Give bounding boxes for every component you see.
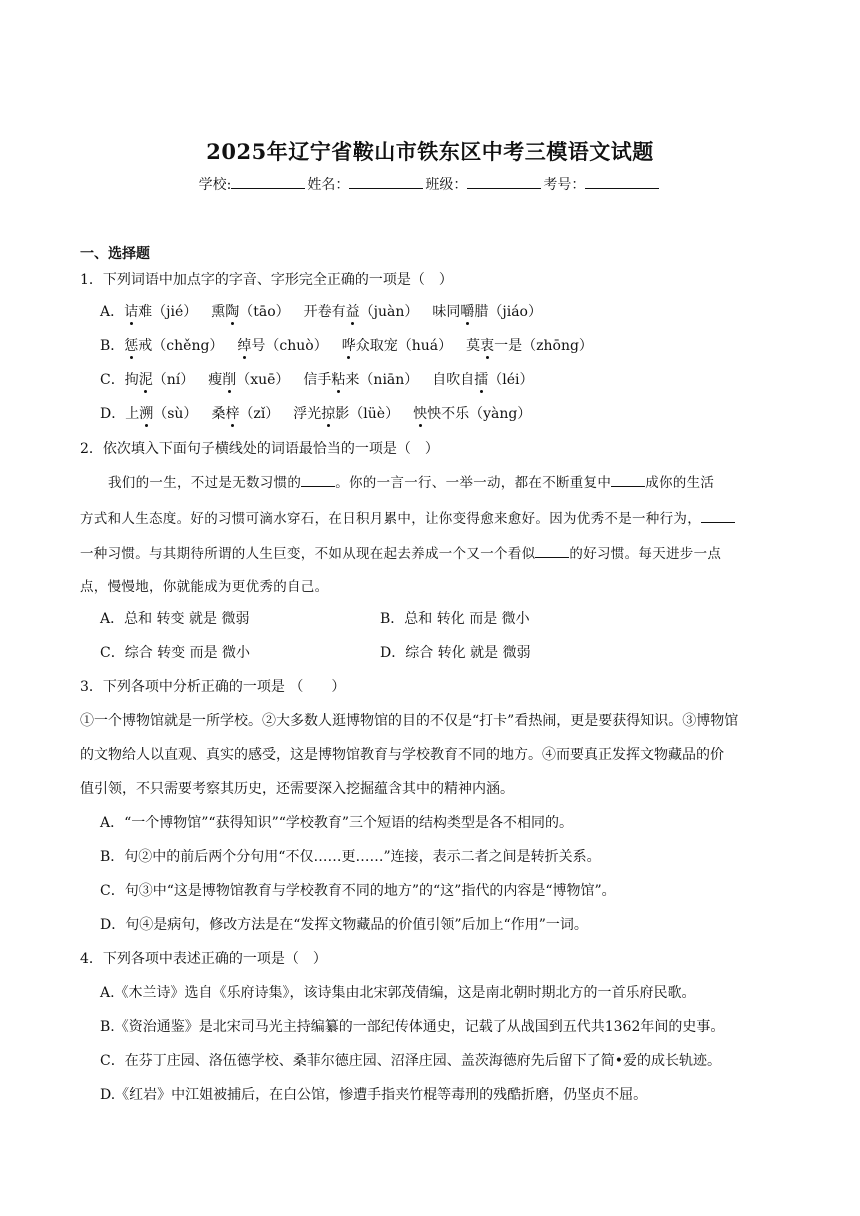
q2-option-a: A．总和 转变 就是 微弱 <box>100 611 250 627</box>
student-info-line <box>0 174 860 194</box>
q2-option-b: B．总和 转化 而是 微小 <box>380 611 530 627</box>
q4-option-d: D.《红岩》中江姐被捕后，在白公馆，惨遭手指夹竹棍等毒刑的残酷折磨，仍坚贞不屈。 <box>100 1087 648 1103</box>
name-label: 姓名： <box>307 177 350 193</box>
q1-option-d: D．上溯（sù） 桑梓（zǐ） 浮光掠影（lüè） 怏怏不乐（yàng） <box>100 406 532 422</box>
q3-stem: 3．下列各项中分析正确的一项是 （ ） <box>80 679 346 695</box>
name-blank <box>349 176 423 189</box>
q1-option-c: C．拘泥（ní） 瘦削（xuē） 信手粘来（niān） 自吹自擂（léi） <box>100 372 534 388</box>
q1-stem: 1．下列词语中加点字的字音、字形完全正确的一项是（ ） <box>80 272 453 288</box>
q4-stem: 4．下列各项中表述正确的一项是（ ） <box>80 951 327 967</box>
section-heading: 一、选择题 <box>80 246 150 262</box>
q2-passage-line-3: 一种习惯。与其期待所谓的人生巨变，不如从现在起去养成一个又一个看似 的好习惯。每天进步一点 <box>80 546 722 562</box>
q2-stem: 2．依次填入下面句子横线处的词语最恰当的一项是（ ） <box>80 441 439 457</box>
school-label: 学校: <box>198 177 232 193</box>
q3-option-d: D．句④是病句，修改方法是在“发挥文物藏品的价值引领”后加上“作用”一词。 <box>100 917 588 933</box>
q4-option-b: B.《资治通鉴》是北宋司马光主持编纂的一部纪传体通史，记载了从战国到五代共1362年间的史事。 <box>100 1019 725 1035</box>
blank-4 <box>535 545 569 558</box>
class-blank <box>467 176 541 189</box>
q3-option-c: C．句③中“这是博物馆教育与学校教育不同的地方”的“这”指代的内容是“博物馆”。 <box>100 883 616 899</box>
q1-option-a: A．诘难（jié） 熏陶（tāo） 开卷有益（juàn） 味同嚼腊（jiáo） <box>100 304 542 320</box>
q3-option-b: B．句②中的前后两个分句用“不仅……更……”连接，表示二者之间是转折关系。 <box>100 849 601 865</box>
q3-option-a: A．“一个博物馆”“获得知识”“学校教育”三个短语的结构类型是各不相同的。 <box>100 815 574 831</box>
blank-3 <box>701 510 735 523</box>
class-label: 班级： <box>425 177 468 193</box>
q1-option-b: B．惩戒（chěng） 绰号（chuò） 哗众取宠（huá） 莫衷一是（zhōng） <box>100 338 593 354</box>
q3-passage-line-2: 的文物给人以直观、真实的感受，这是博物馆教育与学校教育不同的地方。④而要真正发挥文物藏品的价 <box>80 747 724 763</box>
exam-no-label: 考号： <box>543 177 586 193</box>
q2-passage-line-1: 我们的一生，不过是无数习惯的 。你的一言一行、一举一动，都在不断重复中 成你的生活 <box>108 475 715 491</box>
q2-passage-line-2: 方式和人生态度。好的习惯可滴水穿石，在日积月累中，让你变得愈来愈好。因为优秀不是一种行为， <box>80 510 735 528</box>
q4-option-c: C．在芬丁庄园、洛伍德学校、桑菲尔德庄园、沼泽庄园、盖茨海德府先后留下了简•爱的成长轨迹。 <box>100 1053 721 1069</box>
blank-1 <box>301 474 335 487</box>
page-title: 2025年辽宁省鞍山市铁东区中考三模语文试题 <box>206 139 654 164</box>
q2-option-d: D．综合 转化 就是 微弱 <box>380 645 531 661</box>
school-blank <box>231 176 305 189</box>
exam-no-blank <box>585 176 659 189</box>
q3-passage-line-1: ①一个博物馆就是一所学校。②大多数人逛博物馆的目的不仅是“打卡”看热闹，更是要获得知识。③博物馆 <box>80 713 739 729</box>
q4-option-a: A.《木兰诗》选自《乐府诗集》，该诗集由北宋郭茂倩编，这是南北朝时期北方的一首乐府民歌。 <box>100 985 696 1001</box>
blank-2 <box>611 474 645 487</box>
q2-passage-line-4: 点，慢慢地，你就能成为更优秀的自己。 <box>80 579 329 595</box>
q3-passage-line-3: 值引领，不只需要考察其历史，还需要深入挖掘蕴含其中的精神内涵。 <box>80 781 514 797</box>
q2-option-c: C．综合 转变 而是 微小 <box>100 645 251 661</box>
